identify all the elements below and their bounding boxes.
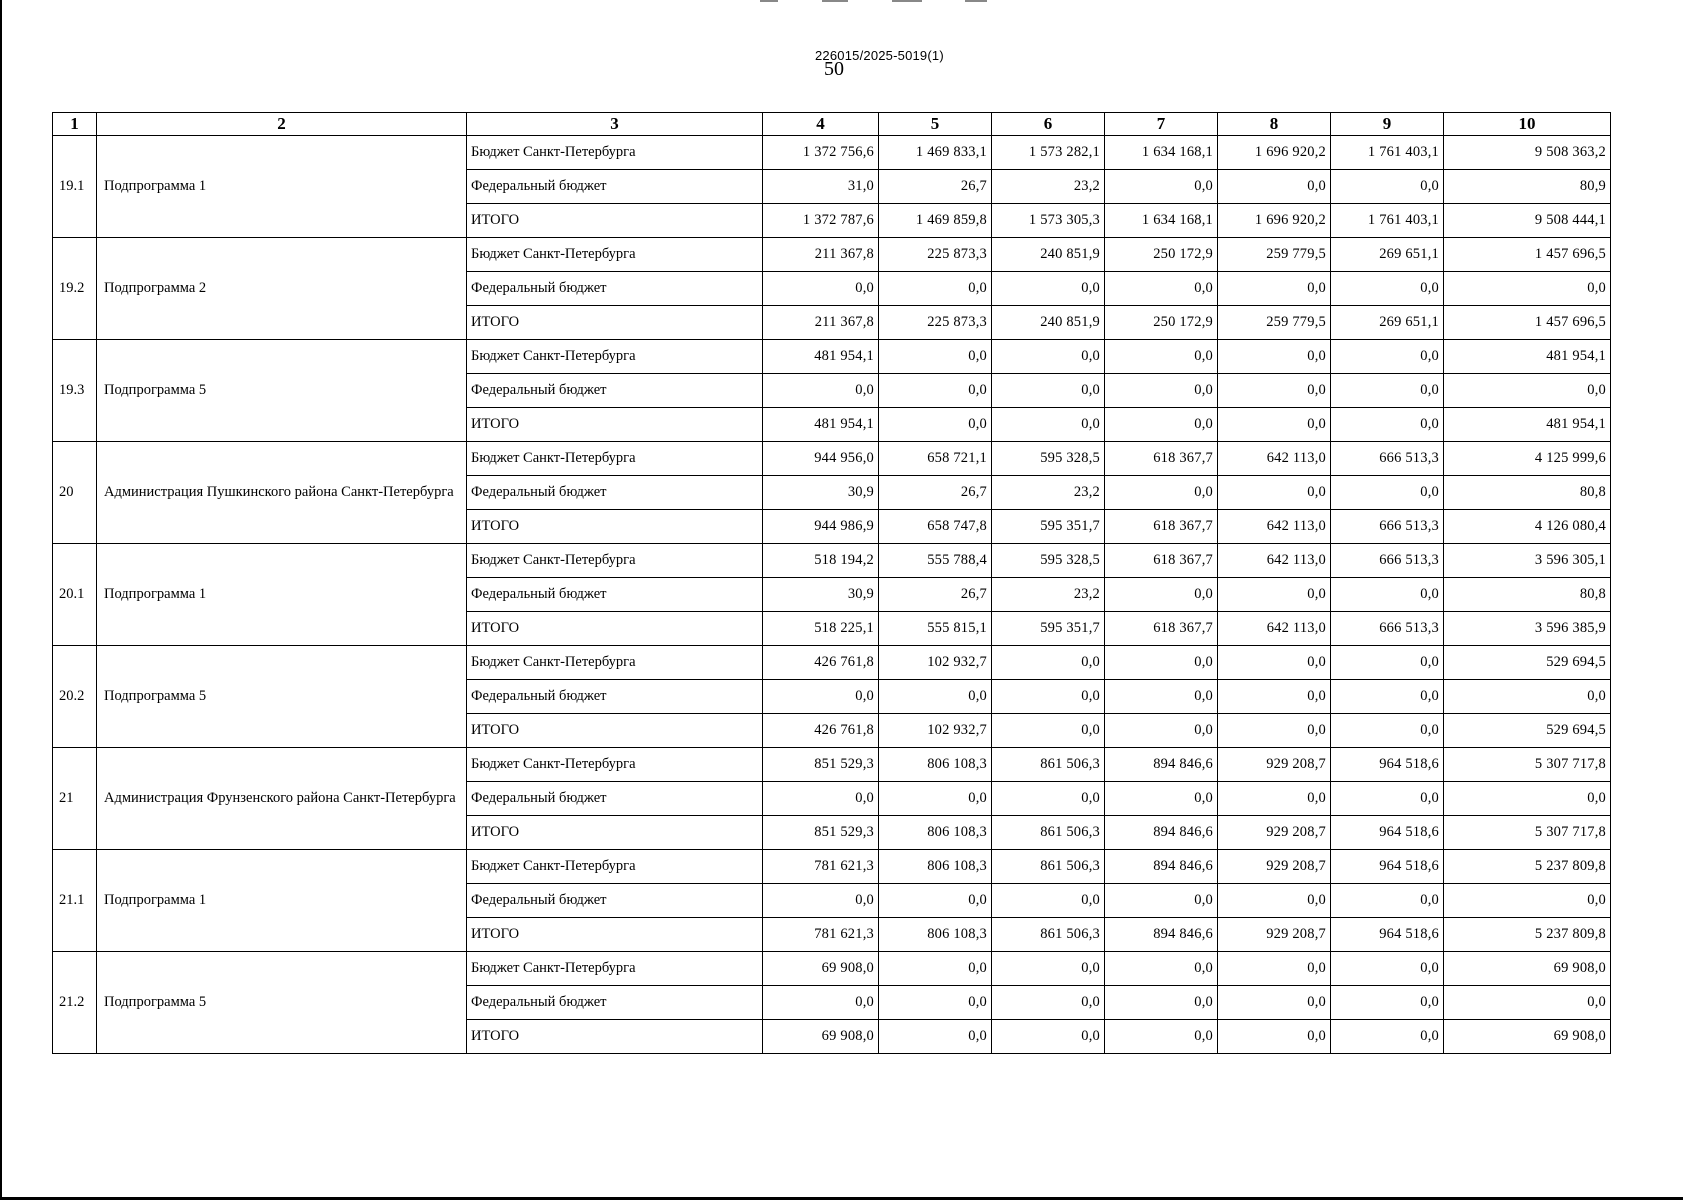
amount-cell: 642 113,0 xyxy=(1218,612,1331,646)
row-code: 21.1 xyxy=(53,850,97,952)
amount-cell: 0,0 xyxy=(879,374,992,408)
amount-cell: 929 208,7 xyxy=(1218,816,1331,850)
amount-cell: 529 694,5 xyxy=(1444,714,1611,748)
amount-cell: 0,0 xyxy=(1105,578,1218,612)
amount-cell: 1 696 920,2 xyxy=(1218,136,1331,170)
amount-cell: 269 651,1 xyxy=(1331,238,1444,272)
amount-cell: 0,0 xyxy=(763,680,879,714)
amount-cell: 0,0 xyxy=(763,782,879,816)
amount-cell: 69 908,0 xyxy=(1444,952,1611,986)
amount-cell: 0,0 xyxy=(1218,272,1331,306)
amount-cell: 0,0 xyxy=(1331,884,1444,918)
table-row xyxy=(53,952,1611,986)
row-code: 20 xyxy=(53,442,97,544)
amount-cell: 0,0 xyxy=(1105,680,1218,714)
amount-cell: 26,7 xyxy=(879,476,992,510)
amount-cell: 80,8 xyxy=(1444,476,1611,510)
amount-cell: 595 351,7 xyxy=(992,510,1105,544)
row-title: Подпрограмма 5 xyxy=(97,952,467,1054)
amount-cell: 211 367,8 xyxy=(763,238,879,272)
column-number: 9 xyxy=(1331,113,1444,136)
amount-cell: 0,0 xyxy=(1105,986,1218,1020)
funding-source: ИТОГО xyxy=(467,1020,763,1054)
column-number: 10 xyxy=(1444,113,1611,136)
funding-source: ИТОГО xyxy=(467,510,763,544)
funding-source: Бюджет Санкт-Петербурга xyxy=(467,544,763,578)
amount-cell: 0,0 xyxy=(879,340,992,374)
amount-cell: 3 596 305,1 xyxy=(1444,544,1611,578)
amount-cell: 426 761,8 xyxy=(763,714,879,748)
amount-cell: 0,0 xyxy=(1105,952,1218,986)
amount-cell: 0,0 xyxy=(879,272,992,306)
amount-cell: 1 469 859,8 xyxy=(879,204,992,238)
table-row xyxy=(53,442,1611,476)
amount-cell: 0,0 xyxy=(1331,646,1444,680)
funding-source: ИТОГО xyxy=(467,612,763,646)
row-code: 20.1 xyxy=(53,544,97,646)
amount-cell: 929 208,7 xyxy=(1218,850,1331,884)
table-body xyxy=(53,136,1611,1054)
amount-cell: 518 225,1 xyxy=(763,612,879,646)
funding-source: Бюджет Санкт-Петербурга xyxy=(467,442,763,476)
page-number: 50 xyxy=(824,58,844,80)
row-title: Подпрограмма 1 xyxy=(97,850,467,952)
amount-cell: 0,0 xyxy=(1331,340,1444,374)
amount-cell: 861 506,3 xyxy=(992,918,1105,952)
column-number: 3 xyxy=(467,113,763,136)
amount-cell: 3 596 385,9 xyxy=(1444,612,1611,646)
amount-cell: 0,0 xyxy=(1218,476,1331,510)
amount-cell: 929 208,7 xyxy=(1218,748,1331,782)
amount-cell: 666 513,3 xyxy=(1331,612,1444,646)
amount-cell: 1 573 282,1 xyxy=(992,136,1105,170)
amount-cell: 0,0 xyxy=(1444,374,1611,408)
amount-cell: 0,0 xyxy=(1331,952,1444,986)
amount-cell: 0,0 xyxy=(1331,680,1444,714)
amount-cell: 0,0 xyxy=(1444,884,1611,918)
amount-cell: 5 237 809,8 xyxy=(1444,918,1611,952)
table-row xyxy=(53,850,1611,884)
amount-cell: 0,0 xyxy=(1105,476,1218,510)
amount-cell: 0,0 xyxy=(763,986,879,1020)
amount-cell: 781 621,3 xyxy=(763,850,879,884)
amount-cell: 30,9 xyxy=(763,578,879,612)
amount-cell: 23,2 xyxy=(992,476,1105,510)
funding-source: ИТОГО xyxy=(467,408,763,442)
funding-source: Федеральный бюджет xyxy=(467,272,763,306)
amount-cell: 0,0 xyxy=(1218,408,1331,442)
amount-cell: 642 113,0 xyxy=(1218,442,1331,476)
amount-cell: 0,0 xyxy=(992,782,1105,816)
amount-cell: 0,0 xyxy=(1105,884,1218,918)
amount-cell: 0,0 xyxy=(992,646,1105,680)
amount-cell: 851 529,3 xyxy=(763,748,879,782)
column-number: 8 xyxy=(1218,113,1331,136)
amount-cell: 0,0 xyxy=(879,884,992,918)
amount-cell: 250 172,9 xyxy=(1105,238,1218,272)
table-row xyxy=(53,340,1611,374)
amount-cell: 0,0 xyxy=(1105,782,1218,816)
amount-cell: 806 108,3 xyxy=(879,748,992,782)
amount-cell: 102 932,7 xyxy=(879,714,992,748)
amount-cell: 0,0 xyxy=(763,272,879,306)
funding-source: Федеральный бюджет xyxy=(467,986,763,1020)
amount-cell: 529 694,5 xyxy=(1444,646,1611,680)
amount-cell: 555 788,4 xyxy=(879,544,992,578)
amount-cell: 964 518,6 xyxy=(1331,918,1444,952)
funding-source: Бюджет Санкт-Петербурга xyxy=(467,136,763,170)
amount-cell: 0,0 xyxy=(1218,986,1331,1020)
funding-source: Федеральный бюджет xyxy=(467,680,763,714)
amount-cell: 595 328,5 xyxy=(992,442,1105,476)
funding-source: ИТОГО xyxy=(467,918,763,952)
amount-cell: 26,7 xyxy=(879,170,992,204)
amount-cell: 618 367,7 xyxy=(1105,442,1218,476)
amount-cell: 69 908,0 xyxy=(763,952,879,986)
amount-cell: 0,0 xyxy=(1218,680,1331,714)
amount-cell: 1 372 787,6 xyxy=(763,204,879,238)
funding-source: ИТОГО xyxy=(467,816,763,850)
amount-cell: 0,0 xyxy=(992,884,1105,918)
amount-cell: 0,0 xyxy=(992,952,1105,986)
amount-cell: 666 513,3 xyxy=(1331,544,1444,578)
amount-cell: 9 508 363,2 xyxy=(1444,136,1611,170)
amount-cell: 595 351,7 xyxy=(992,612,1105,646)
amount-cell: 0,0 xyxy=(1105,272,1218,306)
amount-cell: 0,0 xyxy=(1218,646,1331,680)
amount-cell: 861 506,3 xyxy=(992,748,1105,782)
amount-cell: 0,0 xyxy=(1331,578,1444,612)
amount-cell: 0,0 xyxy=(992,374,1105,408)
amount-cell: 0,0 xyxy=(992,1020,1105,1054)
amount-cell: 0,0 xyxy=(1331,374,1444,408)
funding-source: Бюджет Санкт-Петербурга xyxy=(467,340,763,374)
amount-cell: 0,0 xyxy=(992,272,1105,306)
amount-cell: 1 696 920,2 xyxy=(1218,204,1331,238)
amount-cell: 0,0 xyxy=(763,374,879,408)
amount-cell: 1 457 696,5 xyxy=(1444,238,1611,272)
funding-source: Федеральный бюджет xyxy=(467,374,763,408)
amount-cell: 861 506,3 xyxy=(992,850,1105,884)
amount-cell: 9 508 444,1 xyxy=(1444,204,1611,238)
amount-cell: 0,0 xyxy=(1218,340,1331,374)
amount-cell: 102 932,7 xyxy=(879,646,992,680)
amount-cell: 894 846,6 xyxy=(1105,918,1218,952)
amount-cell: 0,0 xyxy=(1444,986,1611,1020)
amount-cell: 555 815,1 xyxy=(879,612,992,646)
amount-cell: 0,0 xyxy=(1218,782,1331,816)
column-number: 7 xyxy=(1105,113,1218,136)
column-number-row xyxy=(53,113,1611,136)
column-number: 1 xyxy=(53,113,97,136)
amount-cell: 0,0 xyxy=(1105,646,1218,680)
amount-cell: 481 954,1 xyxy=(1444,408,1611,442)
column-number: 5 xyxy=(879,113,992,136)
amount-cell: 69 908,0 xyxy=(1444,1020,1611,1054)
amount-cell: 806 108,3 xyxy=(879,816,992,850)
row-code: 21.2 xyxy=(53,952,97,1054)
amount-cell: 426 761,8 xyxy=(763,646,879,680)
amount-cell: 0,0 xyxy=(1444,272,1611,306)
amount-cell: 964 518,6 xyxy=(1331,816,1444,850)
amount-cell: 5 307 717,8 xyxy=(1444,816,1611,850)
amount-cell: 894 846,6 xyxy=(1105,850,1218,884)
amount-cell: 518 194,2 xyxy=(763,544,879,578)
amount-cell: 0,0 xyxy=(879,408,992,442)
amount-cell: 31,0 xyxy=(763,170,879,204)
funding-source: Бюджет Санкт-Петербурга xyxy=(467,748,763,782)
amount-cell: 225 873,3 xyxy=(879,306,992,340)
amount-cell: 1 457 696,5 xyxy=(1444,306,1611,340)
amount-cell: 481 954,1 xyxy=(763,340,879,374)
amount-cell: 658 747,8 xyxy=(879,510,992,544)
amount-cell: 595 328,5 xyxy=(992,544,1105,578)
amount-cell: 23,2 xyxy=(992,170,1105,204)
amount-cell: 964 518,6 xyxy=(1331,850,1444,884)
amount-cell: 80,9 xyxy=(1444,170,1611,204)
amount-cell: 269 651,1 xyxy=(1331,306,1444,340)
amount-cell: 0,0 xyxy=(1331,408,1444,442)
amount-cell: 0,0 xyxy=(1218,578,1331,612)
amount-cell: 30,9 xyxy=(763,476,879,510)
amount-cell: 0,0 xyxy=(992,340,1105,374)
amount-cell: 0,0 xyxy=(1218,952,1331,986)
table-row xyxy=(53,238,1611,272)
row-title: Подпрограмма 2 xyxy=(97,238,467,340)
row-code: 21 xyxy=(53,748,97,850)
amount-cell: 0,0 xyxy=(1331,714,1444,748)
funding-source: Бюджет Санкт-Петербурга xyxy=(467,952,763,986)
amount-cell: 0,0 xyxy=(879,782,992,816)
row-code: 19.2 xyxy=(53,238,97,340)
amount-cell: 666 513,3 xyxy=(1331,510,1444,544)
amount-cell: 259 779,5 xyxy=(1218,238,1331,272)
row-title: Администрация Пушкинского района Санкт-Петербурга xyxy=(97,442,467,544)
amount-cell: 658 721,1 xyxy=(879,442,992,476)
amount-cell: 964 518,6 xyxy=(1331,748,1444,782)
amount-cell: 806 108,3 xyxy=(879,918,992,952)
amount-cell: 80,8 xyxy=(1444,578,1611,612)
amount-cell: 642 113,0 xyxy=(1218,510,1331,544)
amount-cell: 0,0 xyxy=(879,986,992,1020)
funding-source: Федеральный бюджет xyxy=(467,476,763,510)
budget-table xyxy=(52,112,1611,1054)
amount-cell: 0,0 xyxy=(879,952,992,986)
amount-cell: 1 372 756,6 xyxy=(763,136,879,170)
amount-cell: 642 113,0 xyxy=(1218,544,1331,578)
amount-cell: 0,0 xyxy=(763,884,879,918)
funding-source: Федеральный бюджет xyxy=(467,782,763,816)
amount-cell: 944 986,9 xyxy=(763,510,879,544)
funding-source: Бюджет Санкт-Петербурга xyxy=(467,238,763,272)
amount-cell: 259 779,5 xyxy=(1218,306,1331,340)
amount-cell: 0,0 xyxy=(1105,408,1218,442)
table-row xyxy=(53,646,1611,680)
amount-cell: 1 573 305,3 xyxy=(992,204,1105,238)
amount-cell: 0,0 xyxy=(1105,1020,1218,1054)
amount-cell: 5 307 717,8 xyxy=(1444,748,1611,782)
amount-cell: 0,0 xyxy=(1105,374,1218,408)
amount-cell: 5 237 809,8 xyxy=(1444,850,1611,884)
amount-cell: 861 506,3 xyxy=(992,816,1105,850)
row-code: 19.3 xyxy=(53,340,97,442)
amount-cell: 0,0 xyxy=(992,714,1105,748)
document-id: 226015/2025-5019(1) xyxy=(815,48,944,63)
amount-cell: 0,0 xyxy=(1331,272,1444,306)
amount-cell: 4 126 080,4 xyxy=(1444,510,1611,544)
page-header xyxy=(815,48,965,82)
table-row xyxy=(53,136,1611,170)
row-title: Подпрограмма 5 xyxy=(97,646,467,748)
amount-cell: 894 846,6 xyxy=(1105,816,1218,850)
amount-cell: 0,0 xyxy=(1105,170,1218,204)
amount-cell: 481 954,1 xyxy=(763,408,879,442)
amount-cell: 1 469 833,1 xyxy=(879,136,992,170)
amount-cell: 0,0 xyxy=(1218,714,1331,748)
amount-cell: 0,0 xyxy=(992,680,1105,714)
amount-cell: 0,0 xyxy=(1331,986,1444,1020)
table-row xyxy=(53,748,1611,782)
amount-cell: 0,0 xyxy=(1105,714,1218,748)
amount-cell: 618 367,7 xyxy=(1105,612,1218,646)
amount-cell: 240 851,9 xyxy=(992,238,1105,272)
amount-cell: 26,7 xyxy=(879,578,992,612)
amount-cell: 0,0 xyxy=(1444,680,1611,714)
amount-cell: 806 108,3 xyxy=(879,850,992,884)
amount-cell: 225 873,3 xyxy=(879,238,992,272)
column-number: 6 xyxy=(992,113,1105,136)
funding-source: Федеральный бюджет xyxy=(467,578,763,612)
amount-cell: 1 634 168,1 xyxy=(1105,204,1218,238)
amount-cell: 0,0 xyxy=(992,408,1105,442)
amount-cell: 211 367,8 xyxy=(763,306,879,340)
amount-cell: 0,0 xyxy=(1331,476,1444,510)
funding-source: ИТОГО xyxy=(467,306,763,340)
amount-cell: 0,0 xyxy=(1218,374,1331,408)
funding-source: Федеральный бюджет xyxy=(467,170,763,204)
funding-source: ИТОГО xyxy=(467,204,763,238)
amount-cell: 1 761 403,1 xyxy=(1331,204,1444,238)
row-title: Администрация Фрунзенского района Санкт-Петербурга xyxy=(97,748,467,850)
amount-cell: 851 529,3 xyxy=(763,816,879,850)
amount-cell: 69 908,0 xyxy=(763,1020,879,1054)
amount-cell: 23,2 xyxy=(992,578,1105,612)
amount-cell: 481 954,1 xyxy=(1444,340,1611,374)
funding-source: Бюджет Санкт-Петербурга xyxy=(467,850,763,884)
amount-cell: 618 367,7 xyxy=(1105,544,1218,578)
row-title: Подпрограмма 5 xyxy=(97,340,467,442)
row-code: 20.2 xyxy=(53,646,97,748)
column-number: 2 xyxy=(97,113,467,136)
amount-cell: 0,0 xyxy=(879,1020,992,1054)
amount-cell: 0,0 xyxy=(879,680,992,714)
amount-cell: 0,0 xyxy=(1218,170,1331,204)
amount-cell: 0,0 xyxy=(1218,1020,1331,1054)
funding-source: Федеральный бюджет xyxy=(467,884,763,918)
amount-cell: 1 761 403,1 xyxy=(1331,136,1444,170)
amount-cell: 1 634 168,1 xyxy=(1105,136,1218,170)
amount-cell: 4 125 999,6 xyxy=(1444,442,1611,476)
table-row xyxy=(53,544,1611,578)
amount-cell: 240 851,9 xyxy=(992,306,1105,340)
funding-source: Бюджет Санкт-Петербурга xyxy=(467,646,763,680)
amount-cell: 894 846,6 xyxy=(1105,748,1218,782)
amount-cell: 618 367,7 xyxy=(1105,510,1218,544)
scan-artifact xyxy=(760,0,1020,3)
amount-cell: 0,0 xyxy=(1105,340,1218,374)
amount-cell: 250 172,9 xyxy=(1105,306,1218,340)
amount-cell: 0,0 xyxy=(992,986,1105,1020)
row-title: Подпрограмма 1 xyxy=(97,544,467,646)
column-number: 4 xyxy=(763,113,879,136)
row-code: 19.1 xyxy=(53,136,97,238)
amount-cell: 0,0 xyxy=(1331,170,1444,204)
row-title: Подпрограмма 1 xyxy=(97,136,467,238)
amount-cell: 781 621,3 xyxy=(763,918,879,952)
amount-cell: 0,0 xyxy=(1331,782,1444,816)
amount-cell: 929 208,7 xyxy=(1218,918,1331,952)
amount-cell: 0,0 xyxy=(1218,884,1331,918)
funding-source: ИТОГО xyxy=(467,714,763,748)
amount-cell: 0,0 xyxy=(1331,1020,1444,1054)
amount-cell: 666 513,3 xyxy=(1331,442,1444,476)
amount-cell: 0,0 xyxy=(1444,782,1611,816)
amount-cell: 944 956,0 xyxy=(763,442,879,476)
